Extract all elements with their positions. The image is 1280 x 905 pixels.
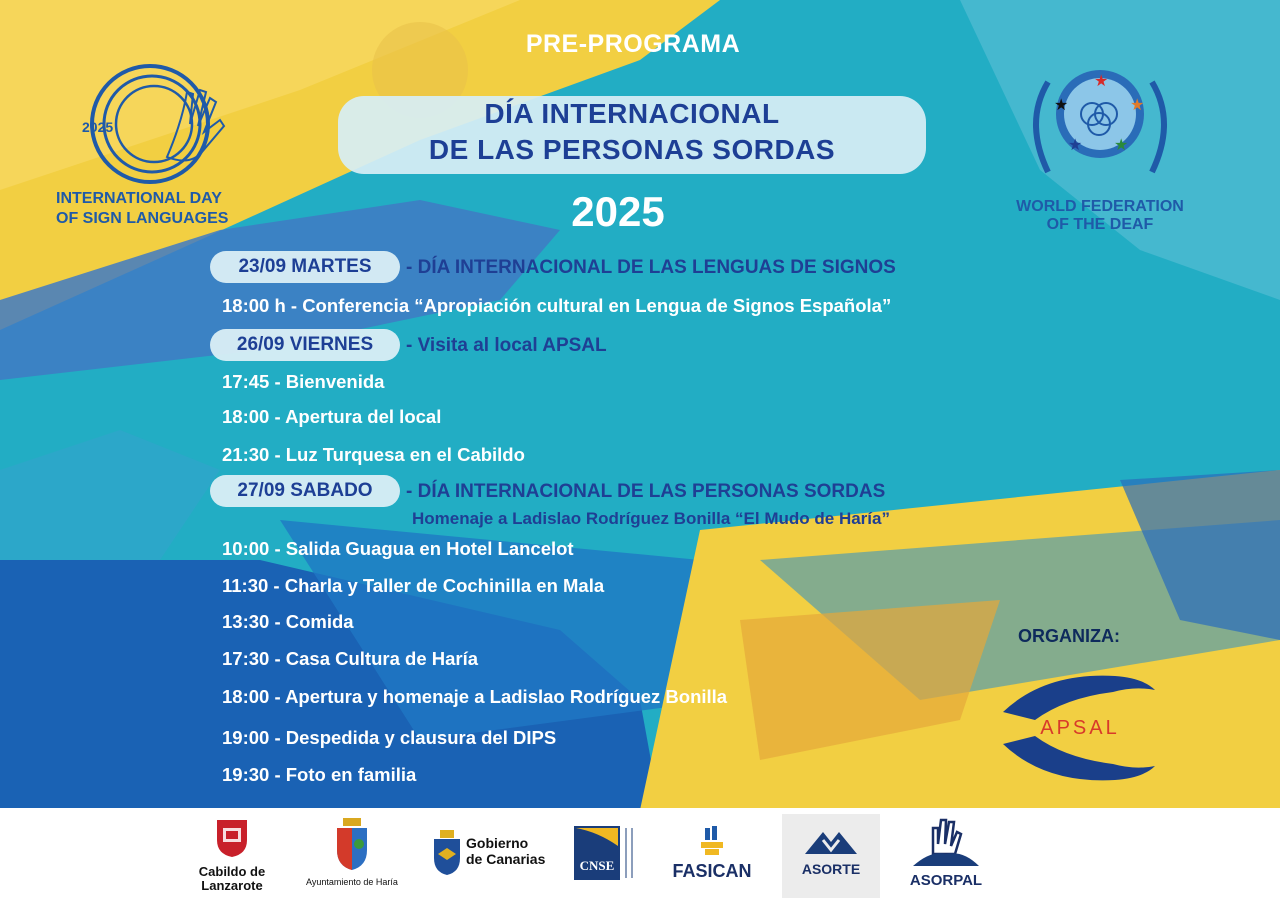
svg-text:★: ★ (1094, 71, 1109, 90)
fasican-hand-icon (697, 826, 727, 856)
svg-text:★: ★ (1068, 135, 1083, 154)
day3-title: - DÍA INTERNACIONAL DE LAS PERSONAS SORDAS (406, 481, 886, 502)
day1-date-pill: 23/09 MARTES (210, 251, 400, 283)
day3-event-2: 11:30 - Charla y Taller de Cochinilla en Mala (222, 575, 605, 596)
day2-event-1: 17:45 - Bienvenida (222, 371, 385, 392)
day2-date-pill: 26/09 VIERNES (210, 329, 400, 361)
asorpal-hand-icon (911, 814, 981, 868)
cnse-text: CNSE (579, 858, 615, 873)
international-day-of-sign-languages-logo (72, 62, 242, 190)
day3-event-7: 19:30 - Foto en familia (222, 764, 417, 785)
day2-title: - Visita al local APSAL (406, 335, 607, 356)
day1-title: - DÍA INTERNACIONAL DE LAS LENGUAS DE SIGNOS (406, 257, 896, 278)
organiza-label: ORGANIZA: (1018, 626, 1120, 646)
year-heading: 2025 (571, 188, 665, 235)
haria-coat-of-arms-icon (333, 816, 371, 872)
day3-event-5: 18:00 - Apertura y homenaje a Ladislao Rodríguez Bonilla (222, 686, 728, 707)
sponsor-bar (0, 808, 1280, 905)
sponsor-asorte (782, 814, 880, 898)
day3-event-6: 19:00 - Despedida y clausura del DIPS (222, 727, 557, 748)
gobierno-canarias-shield-icon (432, 830, 462, 876)
gobierno-line2: de Canarias (466, 851, 546, 867)
day2-event-2: 18:00 - Apertura del local (222, 406, 442, 427)
wfd-emblem (1018, 62, 1182, 192)
idsl-line2: OF SIGN LANGUAGES (56, 210, 229, 227)
pre-programa-heading: PRE-PROGRAMA (525, 30, 741, 58)
wfd-line2: OF THE DEAF (1046, 216, 1154, 233)
fasican-text: FASICAN (672, 861, 752, 881)
gobierno-line1: Gobierno (466, 835, 529, 851)
wfd-line1: WORLD FEDERATION (1016, 198, 1184, 215)
asorte-mountain-icon (801, 826, 861, 856)
asorte-text: ASORTE (801, 861, 861, 877)
cabildo-line1: Cabildo de (198, 864, 266, 879)
asorpal-text: ASORPAL (909, 872, 983, 889)
apsal-logo (995, 668, 1165, 788)
sponsor-gobierno-canarias (432, 830, 552, 876)
idsl-line1: INTERNATIONAL DAY (56, 190, 222, 207)
day3-date-pill: 27/09 SABADO (210, 475, 400, 507)
day3-event-1: 10:00 - Salida Guagua en Hotel Lancelot (222, 538, 574, 559)
idsl-year-text: 2025 (82, 119, 114, 135)
cabildo-line2: Lanzarote (201, 878, 263, 893)
day3-event-4: 17:30 - Casa Cultura de Haría (222, 648, 479, 669)
day3-subtitle: Homenaje a Ladislao Rodríguez Bonilla “El Mudo de Haría” (412, 509, 890, 528)
haria-caption: Ayuntamiento de Haría (306, 877, 398, 887)
sponsor-fasican (664, 826, 760, 881)
svg-text:★: ★ (1130, 95, 1145, 114)
day2-event-3: 21:30 - Luz Turquesa en el Cabildo (222, 444, 525, 465)
sponsor-ayuntamiento-haria (294, 816, 410, 887)
sponsor-cabildo-lanzarote (186, 818, 278, 893)
sponsor-cnse (574, 826, 638, 880)
cabildo-shield-icon (215, 818, 249, 858)
svg-text:★: ★ (1054, 95, 1069, 114)
apsal-logo-text: APSAL (1040, 717, 1120, 739)
title-line2: DE LAS PERSONAS SORDAS (428, 134, 836, 165)
sponsor-asorpal (898, 814, 994, 889)
day1-event-1: 18:00 h - Conferencia “Apropiación cultural en Lengua de Signos Española” (222, 295, 892, 316)
day3-event-3: 13:30 - Comida (222, 611, 354, 632)
title-line1: DÍA INTERNACIONAL (484, 98, 780, 129)
svg-text:★: ★ (1114, 135, 1129, 154)
cnse-logo (574, 826, 638, 880)
